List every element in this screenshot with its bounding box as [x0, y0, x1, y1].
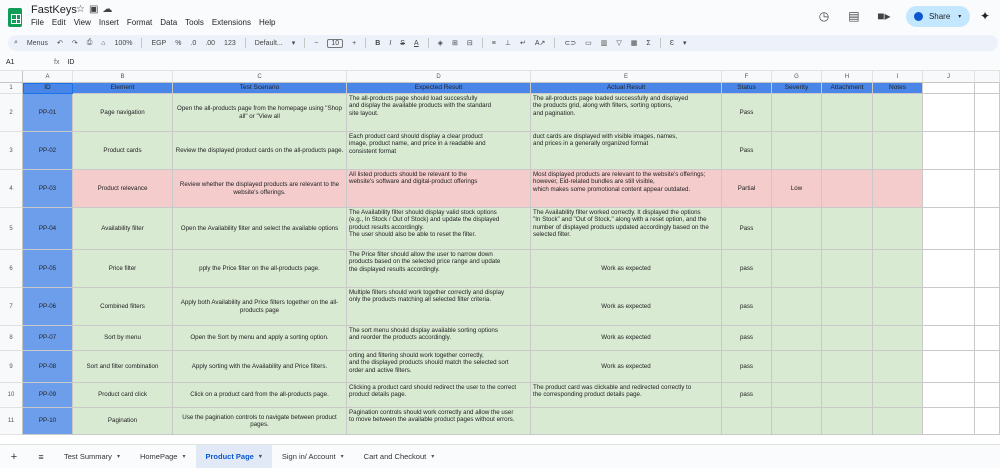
- column-header-c[interactable]: C: [173, 71, 347, 83]
- cell-expected-result[interactable]: The Availability filter should display valid stock options (e.g., In Stock / Out of Stock) and update the displayed product results accordingly. The user should also be able to reset the filter.: [347, 208, 531, 250]
- horizontal-align-icon[interactable]: ≡: [491, 39, 496, 47]
- paint-format-icon[interactable]: ⌂: [101, 39, 106, 47]
- cell-element[interactable]: Sort by menu: [73, 326, 173, 351]
- cell-status[interactable]: pass: [722, 351, 772, 383]
- decrease-decimal-button[interactable]: .0: [190, 39, 197, 47]
- history-icon[interactable]: ◷: [818, 9, 830, 23]
- undo-icon[interactable]: ↶: [56, 40, 63, 47]
- cell-severity[interactable]: [772, 288, 822, 326]
- cell-expected-result[interactable]: The Price filter should allow the user to narrow down products based on the selected price range and update the displayed results accordingly.: [347, 250, 531, 288]
- cell-status[interactable]: pass: [722, 326, 772, 351]
- toolbar-divider: [554, 38, 555, 48]
- cell-notes[interactable]: [873, 250, 923, 288]
- sheet-tab-product-page[interactable]: [196, 445, 272, 468]
- sheet-grid[interactable]: [0, 71, 1000, 444]
- text-rotation-icon[interactable]: A↗: [534, 40, 546, 47]
- menu-file[interactable]: File: [31, 18, 44, 27]
- menu-format[interactable]: Format: [126, 18, 153, 27]
- cell-empty[interactable]: [923, 208, 975, 250]
- cell-id[interactable]: PP-03: [23, 170, 73, 208]
- row-header-9[interactable]: 9: [0, 351, 23, 383]
- cell-empty[interactable]: [975, 250, 1000, 288]
- comments-icon[interactable]: ▤: [848, 9, 860, 23]
- select-all-corner[interactable]: [0, 71, 23, 83]
- bold-icon[interactable]: B: [375, 39, 381, 47]
- cell-actual-result[interactable]: Work as expected: [531, 288, 722, 326]
- move-folder-icon[interactable]: ▣: [88, 4, 103, 15]
- header-cell-notes[interactable]: Notes: [873, 83, 923, 94]
- cell-id[interactable]: PP-07: [23, 326, 73, 351]
- header-cell-test-scenario[interactable]: Test Scenario: [173, 83, 347, 94]
- cell-actual-result[interactable]: Work as expected: [531, 351, 722, 383]
- chevron-down-icon[interactable]: ▾: [682, 40, 687, 47]
- all-sheets-icon[interactable]: ≡: [38, 451, 44, 462]
- sheet-tab-bar: [0, 444, 1000, 468]
- cell-actual-result[interactable]: The Availability filter worked correctly. It displayed the options "In Stock" and "Out of Stock," along with a reset option, and the number of displayed products updated accordingly based on the selected filter.: [531, 208, 722, 250]
- chevron-down-icon[interactable]: ▾: [431, 454, 435, 460]
- cell-severity[interactable]: [772, 132, 822, 170]
- row-header-10[interactable]: 10: [0, 383, 23, 408]
- cell-severity[interactable]: Low: [772, 170, 822, 208]
- row-header-7[interactable]: 7: [0, 288, 23, 326]
- cell-element[interactable]: Availability filter: [73, 208, 173, 250]
- cell-element[interactable]: Combined filters: [73, 288, 173, 326]
- cell-element[interactable]: Product relevance: [73, 170, 173, 208]
- insert-comment-icon[interactable]: ▭: [585, 40, 592, 47]
- menu-extensions[interactable]: Extensions: [211, 18, 251, 27]
- cell-empty[interactable]: [923, 170, 975, 208]
- cell-status[interactable]: pass: [722, 288, 772, 326]
- cell-empty[interactable]: [923, 250, 975, 288]
- title-bar: [0, 0, 1000, 33]
- cell-empty[interactable]: [923, 383, 975, 408]
- cell-empty[interactable]: [975, 351, 1000, 383]
- column-header-h[interactable]: H: [822, 71, 873, 83]
- cell-empty[interactable]: [923, 408, 975, 435]
- sheet-tab-label: Cart and Checkout: [363, 452, 427, 461]
- cell-notes[interactable]: [873, 288, 923, 326]
- row-header-8[interactable]: 8: [0, 326, 23, 351]
- cell-attachment[interactable]: [822, 208, 873, 250]
- sheet-tab-homepage[interactable]: [130, 445, 196, 468]
- cell-notes[interactable]: [873, 408, 923, 435]
- cell-element[interactable]: Pagination: [73, 408, 173, 435]
- cell-actual-result[interactable]: Work as expected: [531, 326, 722, 351]
- cell-actual-result[interactable]: duct cards are displayed with visible images, names, and prices in a generally organized format: [531, 132, 722, 170]
- cell-severity[interactable]: [772, 351, 822, 383]
- cell-attachment[interactable]: [822, 170, 873, 208]
- cell-attachment[interactable]: [822, 250, 873, 288]
- cell-test-scenario[interactable]: Click on a product card from the all-products page.: [173, 383, 347, 408]
- cell-empty[interactable]: [923, 83, 975, 94]
- menu-view[interactable]: View: [73, 18, 91, 27]
- cell-attachment[interactable]: [822, 383, 873, 408]
- cell-actual-result[interactable]: Work as expected: [531, 250, 722, 288]
- cell-expected-result[interactable]: The all-products page should load successfully and display the available products with the standard site layout.: [347, 94, 531, 132]
- cell-notes[interactable]: [873, 132, 923, 170]
- cell-severity[interactable]: [772, 94, 822, 132]
- column-header-e[interactable]: E: [531, 71, 722, 83]
- cell-actual-result[interactable]: Most displayed products are relevant to the website's offerings; however, Eid-related bundles are still visible, which makes some promotional content appear outdated.: [531, 170, 722, 208]
- cell-attachment[interactable]: [822, 408, 873, 435]
- cell-expected-result[interactable]: All listed products should be relevant to the website's software and digital-product offerings: [347, 170, 531, 208]
- cell-element[interactable]: Product card click: [73, 383, 173, 408]
- number-format-button[interactable]: 123: [224, 39, 236, 47]
- cell-status[interactable]: pass: [722, 250, 772, 288]
- header-cell-element[interactable]: Element: [73, 83, 173, 94]
- cell-status[interactable]: pass: [722, 383, 772, 408]
- text-wrap-icon[interactable]: ↵: [519, 40, 526, 47]
- cell-actual-result[interactable]: [531, 408, 722, 435]
- cell-id[interactable]: PP-04: [23, 208, 73, 250]
- cell-notes[interactable]: [873, 170, 923, 208]
- cell-notes[interactable]: [873, 326, 923, 351]
- cell-empty[interactable]: [923, 326, 975, 351]
- cell-test-scenario[interactable]: Review the displayed product cards on the all-products page.: [173, 132, 347, 170]
- formula-bar: [0, 55, 1000, 71]
- header-cell-attachment[interactable]: Attachment: [822, 83, 873, 94]
- column-header-a[interactable]: A: [23, 71, 73, 83]
- cell-id[interactable]: PP-08: [23, 351, 73, 383]
- sheet-tab-sign-in-account[interactable]: [272, 445, 354, 468]
- cell-severity[interactable]: [772, 383, 822, 408]
- cell-notes[interactable]: [873, 208, 923, 250]
- sheet-tab-label: Sign in/ Account: [281, 452, 336, 461]
- header-cell-expected-result[interactable]: Expected Result: [347, 83, 531, 94]
- column-header-d[interactable]: D: [347, 71, 531, 83]
- toolbar-divider: [482, 38, 483, 48]
- search-icon[interactable]: ⌕: [14, 39, 18, 46]
- cell-expected-result[interactable]: Clicking a product card should redirect the user to the correct product details page.: [347, 383, 531, 408]
- column-header-f[interactable]: F: [722, 71, 772, 83]
- insert-chart-icon[interactable]: ▥: [600, 40, 608, 47]
- vertical-align-icon[interactable]: ⊥: [504, 40, 511, 47]
- cell-actual-result[interactable]: The product card was clickable and redirected correctly to the corresponding product details page.: [531, 383, 722, 408]
- sheet-tab-test-summary[interactable]: [54, 445, 130, 468]
- italic-icon[interactable]: I: [389, 39, 392, 47]
- row-header-5[interactable]: 5: [0, 208, 23, 250]
- menu-tools[interactable]: Tools: [185, 18, 204, 27]
- cell-id[interactable]: PP-10: [23, 408, 73, 435]
- cell-test-scenario[interactable]: pply the Price filter on the all-products page.: [173, 250, 347, 288]
- cell-empty[interactable]: [923, 94, 975, 132]
- font-select[interactable]: Default...: [254, 39, 283, 47]
- header-cell-actual-result[interactable]: Actual Result: [531, 83, 722, 94]
- cell-test-scenario[interactable]: Open the Sort by menu and apply a sorting option.: [173, 326, 347, 351]
- meet-icon[interactable]: ■▸: [877, 9, 891, 23]
- menu-help[interactable]: Help: [258, 18, 276, 27]
- column-header-g[interactable]: G: [772, 71, 822, 83]
- chevron-down-icon[interactable]: ▾: [116, 454, 120, 460]
- cell-empty[interactable]: [923, 288, 975, 326]
- cell-empty[interactable]: [975, 326, 1000, 351]
- cell-id[interactable]: PP-02: [23, 132, 73, 170]
- toolbar-divider: [365, 38, 366, 48]
- print-icon[interactable]: ⎙: [86, 39, 93, 46]
- cell-status[interactable]: [722, 408, 772, 435]
- cell-expected-result[interactable]: Each product card should display a clear product image, product name, and price in a readable and consistent format: [347, 132, 531, 170]
- cell-test-scenario[interactable]: Apply sorting with the Availability and Price filters.: [173, 351, 347, 383]
- fx-icon: fx: [54, 59, 60, 66]
- toolbar-divider: [660, 38, 661, 48]
- toolbar-divider: [428, 38, 429, 48]
- borders-icon[interactable]: ⊞: [452, 40, 458, 47]
- cell-test-scenario[interactable]: Apply both Availability and Price filters together on the all-products page: [173, 288, 347, 326]
- row-header-4[interactable]: 4: [0, 170, 23, 208]
- gemini-icon[interactable]: ✦: [979, 9, 990, 23]
- header-cell-status[interactable]: Status: [722, 83, 772, 94]
- row-header-2[interactable]: 2: [0, 94, 23, 132]
- header-cell-severity[interactable]: Severity: [772, 83, 822, 94]
- cell-attachment[interactable]: [822, 94, 873, 132]
- percent-format-button[interactable]: %: [175, 39, 182, 47]
- chevron-down-icon[interactable]: ▾: [340, 454, 344, 460]
- strikethrough-icon[interactable]: S: [400, 39, 405, 47]
- redo-icon[interactable]: ↷: [71, 40, 78, 47]
- sheet-tab-label: Test Summary: [64, 452, 112, 461]
- cell-status[interactable]: Pass: [722, 94, 772, 132]
- cell-id[interactable]: PP-01: [23, 94, 73, 132]
- cell-empty[interactable]: [975, 383, 1000, 408]
- input-tools-icon[interactable]: Ɛ: [669, 39, 674, 47]
- increase-decimal-button[interactable]: .00: [205, 39, 216, 47]
- cell-element[interactable]: Price filter: [73, 250, 173, 288]
- row-header-6[interactable]: 6: [0, 250, 23, 288]
- decrease-font-icon[interactable]: −: [314, 39, 319, 47]
- star-icon[interactable]: ☆: [76, 4, 89, 15]
- functions-icon[interactable]: Σ: [646, 39, 651, 47]
- chevron-down-icon[interactable]: ▾: [291, 40, 296, 47]
- cell-expected-result[interactable]: Multiple filters should work together correctly and display only the products matching all selected filter criteria.: [347, 288, 531, 326]
- cell-expected-result[interactable]: The sort menu should display available sorting options and reorder the products accordingly.: [347, 326, 531, 351]
- chevron-down-icon[interactable]: ▾: [958, 13, 962, 20]
- header-cell-id[interactable]: ID: [23, 83, 73, 94]
- row-header-3[interactable]: 3: [0, 132, 23, 170]
- share-label: Share: [928, 11, 951, 21]
- document-title[interactable]: FastKeys: [31, 4, 77, 16]
- column-header-b[interactable]: B: [73, 71, 173, 83]
- cell-empty[interactable]: [975, 83, 1000, 94]
- increase-font-icon[interactable]: +: [352, 39, 357, 47]
- cell-test-scenario[interactable]: Open the all-products page from the homepage using "Shop all" or "View all: [173, 94, 347, 132]
- cell-id[interactable]: PP-09: [23, 383, 73, 408]
- formula-input[interactable]: ID: [67, 59, 75, 66]
- cell-id[interactable]: PP-06: [23, 288, 73, 326]
- cell-severity[interactable]: [772, 250, 822, 288]
- row-header-1[interactable]: 1: [0, 83, 23, 94]
- add-sheet-icon[interactable]: +: [10, 450, 18, 463]
- column-header-i[interactable]: I: [873, 71, 923, 83]
- cell-empty[interactable]: [975, 208, 1000, 250]
- cell-test-scenario[interactable]: Use the pagination controls to navigate between product pages.: [173, 408, 347, 435]
- insert-link-icon[interactable]: ⊂⊃: [564, 40, 577, 47]
- cell-notes[interactable]: [873, 351, 923, 383]
- cell-empty[interactable]: [923, 351, 975, 383]
- cell-severity[interactable]: [772, 208, 822, 250]
- cell-empty[interactable]: [923, 132, 975, 170]
- filter-views-icon[interactable]: ▦: [630, 40, 638, 47]
- menu-bar: [31, 18, 275, 27]
- cell-expected-result[interactable]: orting and filtering should work together correctly, and the displayed products should match the selected sort order and active filters.: [347, 351, 531, 383]
- title-actions: [76, 4, 116, 15]
- toolbar: [8, 35, 998, 51]
- menu-data[interactable]: Data: [160, 18, 178, 27]
- column-header-j[interactable]: J: [923, 71, 975, 83]
- filter-icon[interactable]: ▽: [616, 40, 622, 47]
- toolbar-divider: [141, 38, 142, 48]
- cell-test-scenario[interactable]: Open the Availability filter and select the available options: [173, 208, 347, 250]
- share-button[interactable]: [906, 6, 970, 27]
- zoom-select[interactable]: 100%: [114, 39, 133, 47]
- name-box[interactable]: A1: [6, 59, 15, 66]
- row-header-11[interactable]: 11: [0, 408, 23, 435]
- cell-empty[interactable]: [975, 132, 1000, 170]
- cell-severity[interactable]: [772, 326, 822, 351]
- chevron-down-icon[interactable]: ▾: [182, 454, 186, 460]
- cell-attachment[interactable]: [822, 288, 873, 326]
- toolbar-divider: [304, 38, 305, 48]
- cell-expected-result[interactable]: Pagination controls should work correctly and allow the user to move between the available product pages without errors.: [347, 408, 531, 435]
- cell-status[interactable]: Pass: [722, 208, 772, 250]
- menu-insert[interactable]: Insert: [98, 18, 119, 27]
- cloud-status-icon[interactable]: ☁: [102, 4, 117, 15]
- cell-attachment[interactable]: [822, 132, 873, 170]
- cell-status[interactable]: Pass: [722, 132, 772, 170]
- cell-empty[interactable]: [975, 408, 1000, 435]
- cell-attachment[interactable]: [822, 326, 873, 351]
- cell-notes[interactable]: [873, 94, 923, 132]
- cell-element[interactable]: Page navigation: [73, 94, 173, 132]
- cell-notes[interactable]: [873, 383, 923, 408]
- merge-cells-icon[interactable]: ⊟: [466, 40, 473, 47]
- toolbar-divider: [245, 38, 246, 48]
- fill-color-icon[interactable]: ◈: [437, 40, 443, 47]
- cell-empty[interactable]: [975, 170, 1000, 208]
- chevron-down-icon[interactable]: ▾: [258, 454, 262, 460]
- cell-severity[interactable]: [772, 408, 822, 435]
- cell-id[interactable]: PP-05: [23, 250, 73, 288]
- cell-element[interactable]: Product cards: [73, 132, 173, 170]
- active-cell-outline: [23, 83, 73, 94]
- cell-attachment[interactable]: [822, 351, 873, 383]
- column-header-filler: [975, 71, 1000, 83]
- cell-empty[interactable]: [975, 94, 1000, 132]
- sheet-tab-label: Product Page: [205, 452, 254, 461]
- currency-format-button[interactable]: EGP: [151, 39, 167, 47]
- globe-icon: [914, 12, 923, 21]
- sheet-tab-label: HomePage: [139, 452, 178, 461]
- cell-element[interactable]: Sort and filter combination: [73, 351, 173, 383]
- cell-actual-result[interactable]: The all-products page loaded successfully and displayed the products grid, along with filters, sorting options, and pagination.: [531, 94, 722, 132]
- cell-status[interactable]: Partial: [722, 170, 772, 208]
- cell-test-scenario[interactable]: Review whether the displayed products are relevant to the website's offerings.: [173, 170, 347, 208]
- font-size-input[interactable]: 10: [327, 39, 343, 48]
- header-right-actions: [816, 5, 1000, 27]
- text-color-icon[interactable]: A: [413, 39, 419, 47]
- sheet-tab-cart-and-checkout[interactable]: [354, 445, 445, 468]
- cell-empty[interactable]: [975, 288, 1000, 326]
- menus-search[interactable]: Menus: [26, 39, 48, 47]
- menu-edit[interactable]: Edit: [51, 18, 66, 27]
- sheets-logo-icon[interactable]: [8, 8, 22, 27]
